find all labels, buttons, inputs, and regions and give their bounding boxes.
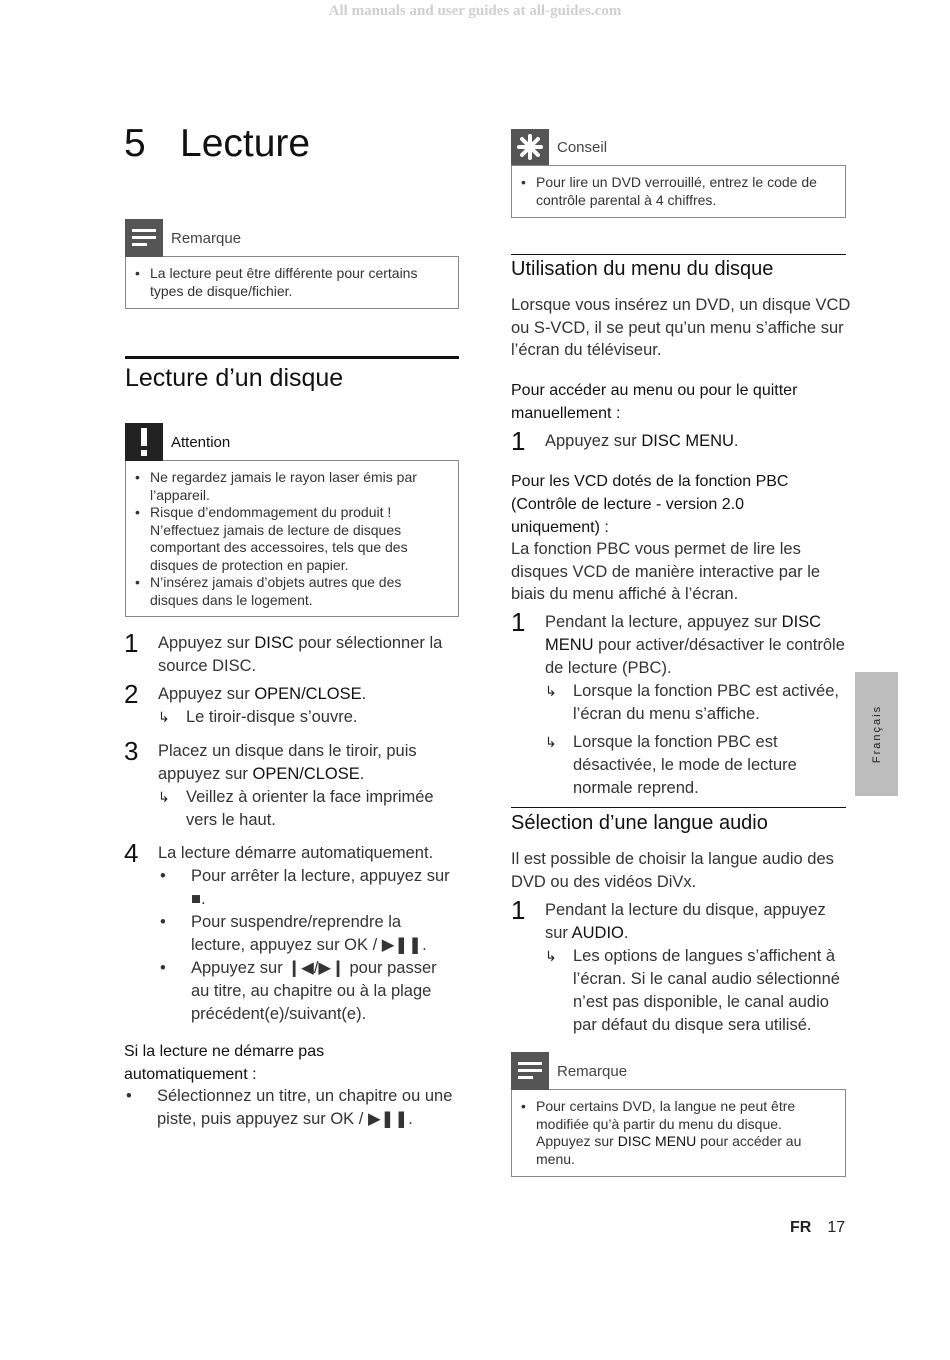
step-number: 1 xyxy=(511,426,526,456)
note-label: Remarque xyxy=(557,1062,628,1080)
step-result: ↳ Lorsque la fonction PBC est désactivée, le mode de lecture normale reprend. xyxy=(545,733,797,797)
chapter-number: 5 xyxy=(124,122,146,165)
step-text: . xyxy=(359,765,365,783)
chapter-heading xyxy=(124,122,310,166)
key-open-close: OPEN/CLOSE xyxy=(252,765,360,783)
step-result: ↳ Les options de langues s’affichent à l’écran. Si le canal audio sélectionné n’est pas disponible, le canal audio par défaut du disque sera utilisé. xyxy=(545,947,840,1034)
note-icon xyxy=(125,219,163,257)
step-text: Placez un disque dans le tiroir, puis appuyez sur xyxy=(158,742,417,783)
step-3 xyxy=(124,736,458,832)
paragraph: Lorsque vous insérez un DVD, un disque VCD ou S-VCD, il se peut qu’un menu s’affiche sur l’écran du téléviseur. xyxy=(511,296,851,359)
subheading: Pour les VCD dotés de la fonction PBC (Contrôle de lecture - version 2.0 uniquement) : xyxy=(511,473,789,536)
step-number: 1 xyxy=(124,628,139,658)
result-arrow-icon: ↳ xyxy=(158,709,170,725)
attention-item: • Risque d’endommagement du produit ! N’effectuez jamais de lecture de disques comportant des accessoires, tels que des disques de protection en papier. xyxy=(126,504,450,574)
key-disc: DISC xyxy=(254,634,294,652)
footer-lang: FR xyxy=(790,1219,812,1236)
step-number: 1 xyxy=(511,607,526,637)
attention-item: • Ne regardez jamais le rayon laser émis par l’appareil. xyxy=(126,469,450,504)
step-text: pour activer/désactiver le contrôle de lecture (PBC). xyxy=(545,636,845,677)
step-result: ↳ Le tiroir-disque s’ouvre. xyxy=(158,706,458,729)
step-text: La lecture démarre automatiquement. xyxy=(158,844,434,862)
step-4 xyxy=(124,838,458,1026)
section-title: Lecture d’un disque xyxy=(125,364,344,392)
section-title: Utilisation du menu du disque xyxy=(511,258,774,280)
step-text: Appuyez sur xyxy=(158,685,255,703)
list-item: • Sélectionnez un titre, un chapitre ou une piste, puis appuyez sur OK / ▶❚❚. xyxy=(126,1087,453,1128)
key-disc-menu: DISC MENU xyxy=(545,613,822,654)
page-number: 17 xyxy=(827,1219,846,1236)
page-footer xyxy=(790,1219,845,1237)
note-remarque xyxy=(125,220,459,309)
tip-icon xyxy=(511,129,549,165)
step-number: 1 xyxy=(511,895,526,925)
step-text: Pendant la lecture du disque, appuyez sur xyxy=(545,901,826,942)
step-1 xyxy=(511,426,851,456)
step-text: pour sélectionner la source DISC. xyxy=(158,634,443,675)
step-text: . xyxy=(361,685,367,703)
language-side-tab xyxy=(855,672,898,796)
step-text: . xyxy=(623,924,629,942)
note-item: • Pour certains DVD, la langue ne peut être modifiée qu’à partir du menu du disque. Appuyez sur DISC MENU pour accéder au menu. xyxy=(512,1098,837,1168)
warning-icon xyxy=(125,423,163,461)
step-number: 2 xyxy=(124,679,139,709)
note-remarque xyxy=(511,1053,846,1177)
step-1 xyxy=(511,895,851,1037)
list-item: • Pour suspendre/reprendre la lecture, appuyez sur OK / ▶❚❚. xyxy=(160,913,427,954)
paragraph: Il est possible de choisir la langue audio des DVD ou des vidéos DiVx. xyxy=(511,850,834,891)
language-label: Français xyxy=(870,704,883,764)
step-1 xyxy=(511,607,851,800)
key-disc-menu: DISC MENU xyxy=(641,432,734,450)
tip-box xyxy=(511,129,846,218)
watermark: All manuals and user guides at all-guides.com xyxy=(328,3,622,19)
step-2 xyxy=(124,679,458,729)
step-text: Pendant la lecture, appuyez sur xyxy=(545,613,782,631)
step-number: 4 xyxy=(124,838,139,868)
paragraph: La fonction PBC vous permet de lire les disques VCD de manière interactive par le biais du menu affiché à l’écran. xyxy=(511,540,821,603)
list-item: • Pour arrêter la lecture, appuyez sur ■. xyxy=(160,867,450,908)
subheading: Si la lecture ne démarre pas automatiquement : xyxy=(124,1043,325,1083)
key-open-close: OPEN/CLOSE xyxy=(254,685,362,703)
section-divider xyxy=(125,356,459,359)
section-divider xyxy=(511,807,846,808)
step-result: ↳ Veillez à orienter la face imprimée vers le haut. xyxy=(158,788,434,829)
section-title: Sélection d’une langue audio xyxy=(511,812,768,834)
step-result: ↳ Lorsque la fonction PBC est activée, l’écran du menu s’affiche. xyxy=(545,682,839,723)
result-arrow-icon: ↳ xyxy=(158,789,170,805)
result-arrow-icon: ↳ xyxy=(545,948,557,964)
tip-label: Conseil xyxy=(557,138,608,156)
chapter-title: Lecture xyxy=(180,122,311,165)
note-label: Remarque xyxy=(171,229,242,247)
key-audio: AUDIO xyxy=(571,924,624,942)
attention-item: • N’insérez jamais d’objets autres que des disques dans le logement. xyxy=(126,574,450,609)
note-icon xyxy=(511,1052,549,1090)
list-item: • Appuyez sur ❙◀/▶❙ pour passer au titre, au chapitre ou à la plage précédent(e)/suivant(e). xyxy=(160,959,437,1023)
step-1 xyxy=(124,628,458,678)
step-text: Appuyez sur xyxy=(545,432,642,450)
step-number: 3 xyxy=(124,736,139,766)
attention-box xyxy=(125,424,459,617)
key-disc-menu: DISC MENU xyxy=(617,1133,697,1149)
tip-item: • Pour lire un DVD verrouillé, entrez le code de contrôle parental à 4 chiffres. xyxy=(512,174,837,209)
section-divider xyxy=(511,254,846,255)
result-arrow-icon: ↳ xyxy=(545,734,557,750)
result-arrow-icon: ↳ xyxy=(545,683,557,699)
step-text: Appuyez sur xyxy=(158,634,255,652)
step-text: . xyxy=(733,432,739,450)
subheading: Pour accéder au menu ou pour le quitter manuellement : xyxy=(511,382,798,422)
note-item: • La lecture peut être différente pour certains types de disque/fichier. xyxy=(126,265,450,300)
attention-label: Attention xyxy=(171,433,231,451)
